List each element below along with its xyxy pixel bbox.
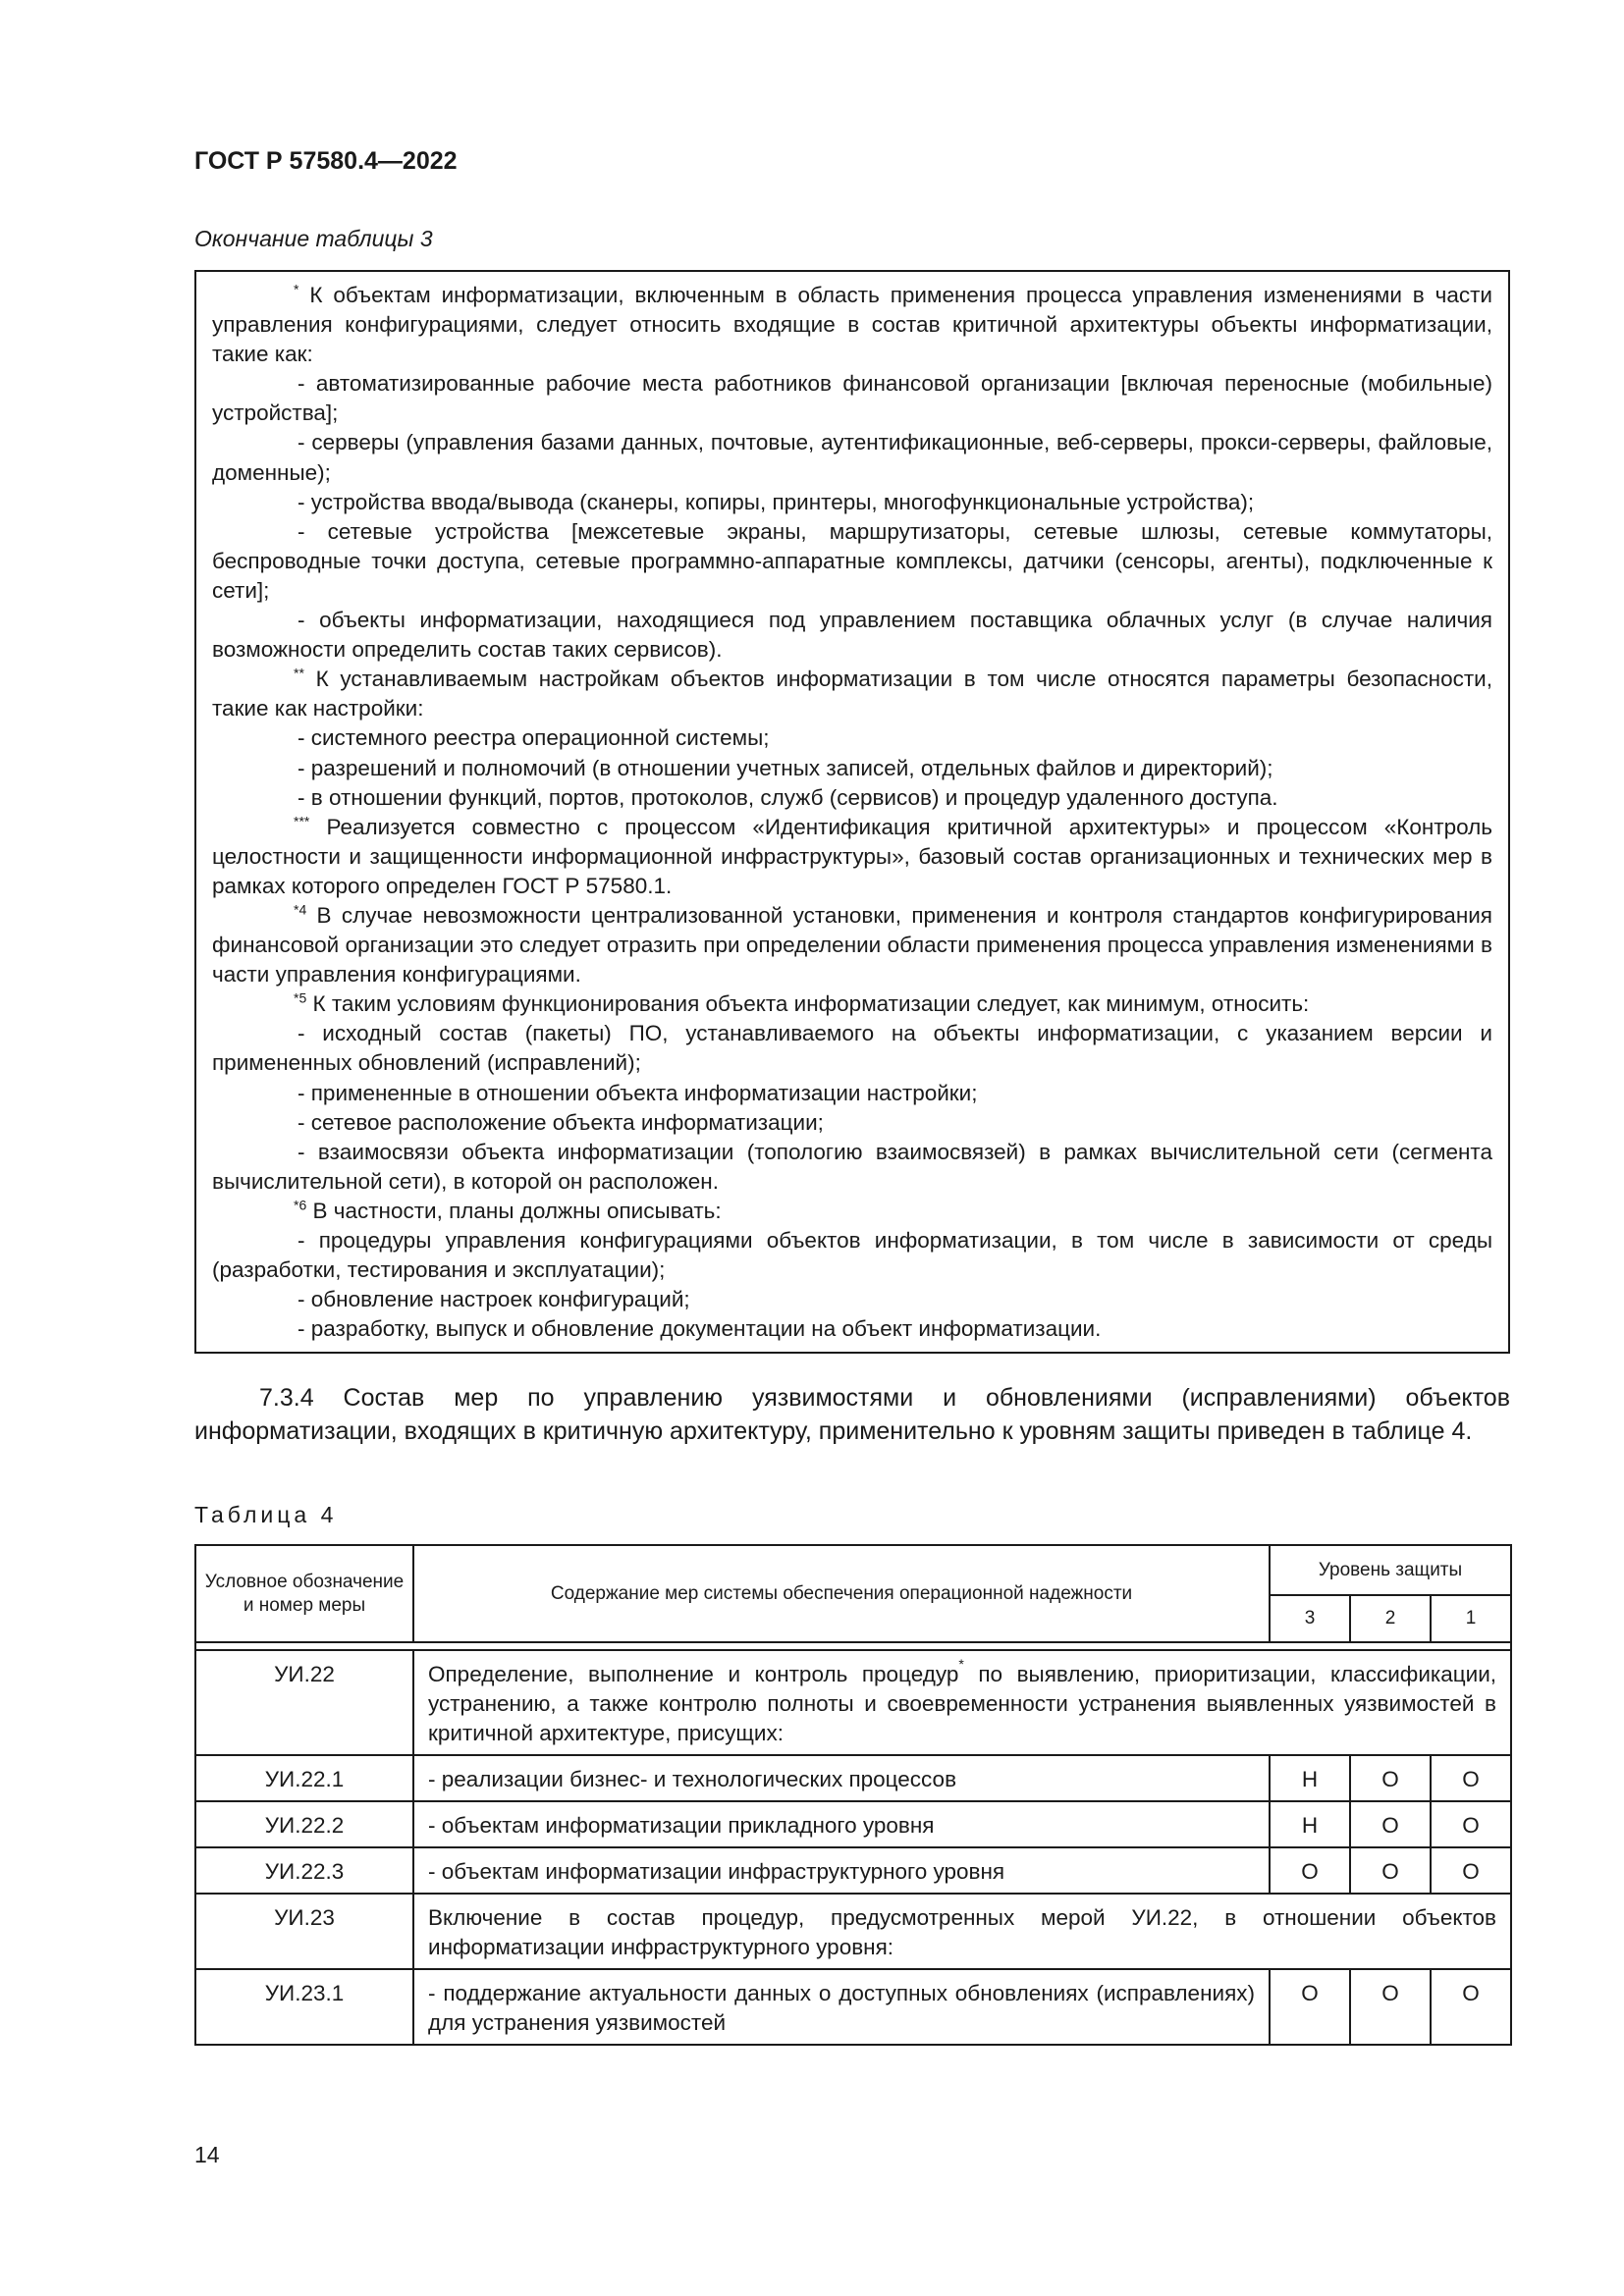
footnote-mark: *: [294, 281, 299, 297]
footnote: [212, 989, 1492, 1019]
footnote: [212, 813, 1492, 901]
footnote-text: К устанавливаемым настройкам объектов информатизации в том числе относятся параметры безопасности, такие как настройки:: [212, 667, 1492, 721]
measure-code: УИ.22.3: [195, 1847, 413, 1894]
measure-code: УИ.22.2: [195, 1801, 413, 1847]
footnote-list-item: [212, 783, 1492, 813]
level-value: Н: [1270, 1801, 1350, 1847]
footnote-text: - обновление настроек конфигураций;: [298, 1287, 690, 1312]
footnote-text: - разработку, выпуск и обновление документации на объект информатизации.: [298, 1316, 1102, 1342]
footnote-list-item: [212, 517, 1492, 606]
level-value: О: [1270, 1969, 1350, 2045]
header-level-group: Уровень защиты: [1270, 1545, 1511, 1595]
footnote-text: - объекты информатизации, находящиеся под управлением поставщика облачных услуг (в случае наличия возможности определить состав таких сервисов).: [212, 608, 1492, 663]
level-value: О: [1431, 1847, 1511, 1894]
table-row: [195, 1650, 1511, 1755]
footnote-text: - сетевые устройства [межсетевые экраны, маршрутизаторы, сетевые шлюзы, сетевые коммутаторы, беспроводные точки доступа, сетевые программно-аппаратные комплексы, датчики (сенсоры, агенты), подключенные к сети];: [212, 518, 1492, 603]
measure-text: - объектам информатизации прикладного уровня: [428, 1813, 935, 1838]
document-header: ГОСТ Р 57580.4—2022: [194, 147, 458, 175]
footnote-text: - автоматизированные рабочие места работников финансовой организации [включая переносные (мобильные) устройства];: [212, 371, 1492, 426]
level-value: О: [1431, 1801, 1511, 1847]
measure-content: [413, 1755, 1270, 1801]
footnote-text: - процедуры управления конфигурациями объектов информатизации, в том числе в зависимости от среды (разработки, тестирования и эксплуатации);: [212, 1228, 1492, 1283]
footnote-text: В частности, планы должны описывать:: [306, 1198, 722, 1223]
table4-body: [195, 1650, 1511, 2045]
measure-text: Включение в состав процедур, предусмотренных мерой УИ.22, в отношении объектов информатизации инфраструктурного уровня:: [428, 1905, 1496, 1959]
footnote-text: - разрешений и полномочий (в отношении учетных записей, отдельных файлов и директорий);: [298, 755, 1273, 780]
footnote-text: - серверы (управления базами данных, почтовые, аутентификационные, веб-серверы, прокси-серверы, файловые, доменные);: [212, 430, 1492, 485]
table-row: [195, 1801, 1511, 1847]
measure-text: - объектам информатизации инфраструктурного уровня: [428, 1859, 1005, 1884]
footnote-text: - примененные в отношении объекта информатизации настройки;: [298, 1080, 978, 1105]
footnote-text: - сетевое расположение объекта информатизации;: [298, 1109, 824, 1135]
footnote-text: К таким условиям функционирования объекта информатизации следует, как минимум, относить:: [306, 991, 1310, 1017]
footnote-text: Реализуется совместно с процессом «Идентификация критичной архитектуры» и процессом «Контроль целостности и защищенности информационной инфраструктуры», базовый состав организационных и технических мер в рамках которого определен ГОСТ Р 57580.1.: [212, 814, 1492, 898]
measure-content: [413, 1894, 1511, 1969]
header-level-3: 3: [1270, 1595, 1350, 1642]
footnote-list-item: [212, 606, 1492, 665]
level-value: О: [1350, 1847, 1431, 1894]
level-value: О: [1350, 1755, 1431, 1801]
footnote-list-item: [212, 1108, 1492, 1138]
footnote-text: - исходный состав (пакеты) ПО, устанавливаемого на объекты информатизации, с указанием версии и примененных обновлений (исправлений);: [212, 1021, 1492, 1076]
footnote-list-item: [212, 1079, 1492, 1108]
footnote: [212, 1197, 1492, 1226]
measure-content: [413, 1969, 1270, 2045]
table-row: [195, 1847, 1511, 1894]
footnote-list-item: [212, 754, 1492, 783]
footnote-list-item: [212, 1285, 1492, 1314]
measure-text: Определение, выполнение и контроль процедур: [428, 1662, 959, 1686]
footnote-mark: **: [294, 665, 304, 681]
footnote-mark: *4: [294, 901, 307, 918]
measure-code: УИ.22: [195, 1650, 413, 1755]
level-value: О: [1270, 1847, 1350, 1894]
footnote-list-item: [212, 1314, 1492, 1344]
footnote-mark: *5: [294, 989, 307, 1006]
measure-code: УИ.23.1: [195, 1969, 413, 2045]
footnote: [212, 281, 1492, 369]
table-row: [195, 1894, 1511, 1969]
table4-title: Таблица 4: [194, 1502, 338, 1527]
level-value: О: [1431, 1755, 1511, 1801]
header-code: Условное обозначение и номер меры: [195, 1545, 413, 1642]
header-level-2: 2: [1350, 1595, 1431, 1642]
footnote-list-item: [212, 1019, 1492, 1078]
footnote-text: В случае невозможности централизованной установки, применения и контроля стандартов конфигурирования финансовой организации это следует отразить при определении области применения процесса управления изменениями в части управления конфигурациями.: [212, 902, 1492, 988]
footnote: [212, 901, 1492, 989]
level-value: Н: [1270, 1755, 1350, 1801]
measure-content: [413, 1801, 1270, 1847]
table4: [194, 1544, 1512, 2046]
table3-footnotes-box: [194, 270, 1510, 1354]
measure-text-continued: по выявлению, приоритизации, классификации, устранению, а также контролю полноты и своевременности устранения выявленных уязвимостей в критичной архитектуре, присущих:: [428, 1662, 1497, 1745]
header-content: Содержание мер системы обеспечения операционной надежности: [413, 1545, 1270, 1642]
footnote-list-item: [212, 488, 1492, 517]
page-number: 14: [194, 2142, 220, 2167]
footnote-mark: *6: [294, 1197, 307, 1213]
footnote-list-item: [212, 428, 1492, 487]
footnote-text: - взаимосвязи объекта информатизации (топологию взаимосвязей) в рамках вычислительной сети (сегмента вычислительной сети), в которой он расположен.: [212, 1139, 1492, 1194]
footnote-mark: ***: [294, 813, 310, 829]
footnote-text: - устройства ввода/вывода (сканеры, копиры, принтеры, многофункциональные устройства);: [298, 489, 1255, 514]
table-row: [195, 1969, 1511, 2045]
section-paragraph: 7.3.4 Состав мер по управлению уязвимостями и обновлениями (исправлениями) объектов информатизации, входящих в критичную архитектуру, применительно к уровням защиты приведен в таблице 4.: [194, 1384, 1510, 1445]
measure-text: - реализации бизнес- и технологических процессов: [428, 1767, 957, 1791]
measure-code: УИ.23: [195, 1894, 413, 1969]
level-value: О: [1431, 1969, 1511, 2045]
footnote-list-item: [212, 1138, 1492, 1197]
measure-content: [413, 1650, 1511, 1755]
footnote-text: - в отношении функций, портов, протоколов, служб (сервисов) и процедур удаленного доступа.: [298, 784, 1278, 810]
footnote-list-item: [212, 369, 1492, 428]
measure-text: - поддержание актуальности данных о доступных обновлениях (исправлениях) для устранения уязвимостей: [428, 1981, 1255, 2035]
header-separator: [195, 1642, 1511, 1650]
footnote: [212, 665, 1492, 723]
measure-code: УИ.22.1: [195, 1755, 413, 1801]
footnote-list-item: [212, 1226, 1492, 1285]
footnote-list-item: [212, 723, 1492, 753]
header-level-1: 1: [1431, 1595, 1511, 1642]
table-row: [195, 1755, 1511, 1801]
footnote-mark: *: [958, 1656, 964, 1672]
level-value: О: [1350, 1969, 1431, 2045]
measure-content: [413, 1847, 1270, 1894]
footnote-text: К объектам информатизации, включенным в область применения процесса управления изменениями в части управления конфигурациями, следует относить входящие в состав критичной архитектуры объекты информатизации, такие как:: [212, 283, 1492, 367]
level-value: О: [1350, 1801, 1431, 1847]
footnote-text: - системного реестра операционной системы;: [298, 725, 770, 751]
table-continuation-caption: Окончание таблицы 3: [194, 226, 433, 251]
